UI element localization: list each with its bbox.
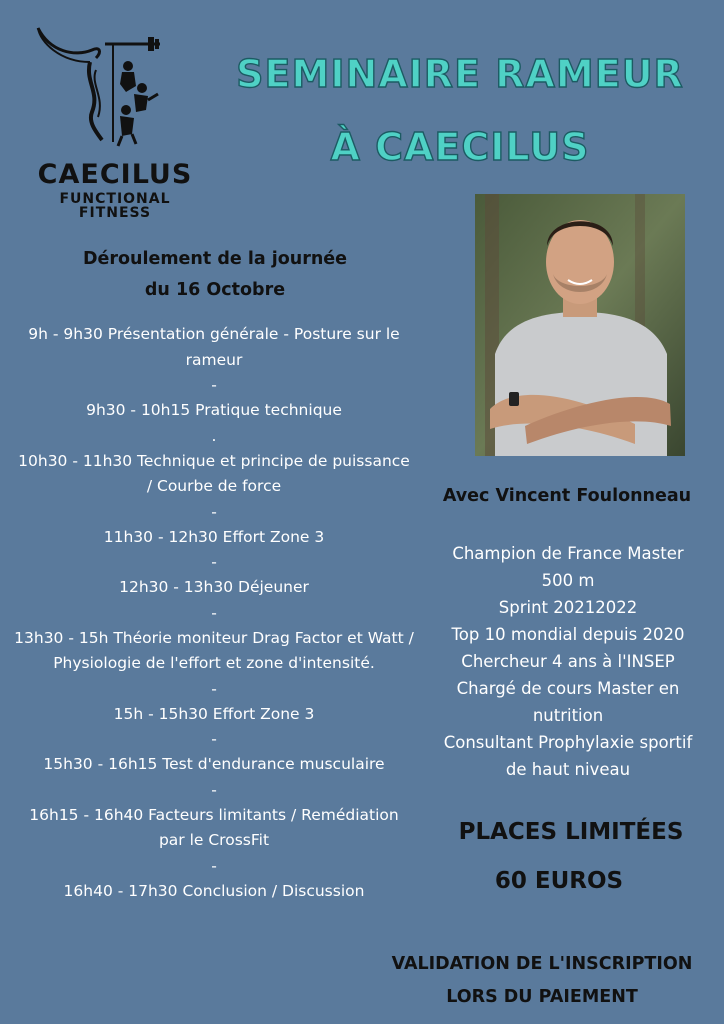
bio-line: Consultant Prophylaxie sportif bbox=[443, 733, 693, 752]
coach-photo bbox=[475, 194, 685, 456]
bio-line: Chercheur 4 ans à l'INSEP bbox=[461, 652, 675, 671]
logo-subtitle-2: FITNESS bbox=[78, 205, 152, 221]
schedule-separator: - bbox=[211, 376, 217, 394]
bio-line: 500 m bbox=[541, 571, 595, 590]
places-limited: PLACES LIMITÉES bbox=[458, 819, 684, 845]
bio-line: Champion de France Master bbox=[452, 544, 684, 563]
schedule-item: 15h30 - 16h15 Test d'endurance musculaire bbox=[43, 755, 385, 773]
schedule-item: 9h30 - 10h15 Pratique technique bbox=[86, 401, 342, 419]
schedule-item: 12h30 - 13h30 Déjeuner bbox=[119, 578, 309, 596]
validation-line-2: LORS DU PAIEMENT bbox=[446, 987, 638, 1007]
schedule-separator: - bbox=[211, 679, 217, 698]
schedule-separator: - bbox=[211, 553, 217, 571]
bio-line: Chargé de cours Master en bbox=[456, 679, 680, 698]
validation-line-1: VALIDATION DE L'INSCRIPTION bbox=[391, 954, 693, 974]
caecilus-logo bbox=[30, 22, 200, 222]
logo-subtitle-1: FUNCTIONAL bbox=[59, 191, 171, 207]
schedule-separator: - bbox=[211, 780, 217, 799]
schedule-separator: - bbox=[211, 856, 217, 875]
schedule-heading-line-2: du 16 Octobre bbox=[144, 280, 286, 300]
schedule-list bbox=[14, 322, 414, 904]
schedule-separator: - bbox=[211, 502, 217, 521]
bio-line: Sprint 20212022 bbox=[498, 598, 638, 617]
schedule-item: 16h15 - 16h40 Facteurs limitants / Remédiation par le CrossFit bbox=[29, 805, 399, 849]
coach-name: Avec Vincent Foulonneau bbox=[442, 486, 692, 506]
bio-line: Top 10 mondial depuis 2020 bbox=[451, 625, 685, 644]
schedule-item: 15h - 15h30 Effort Zone 3 bbox=[113, 704, 315, 723]
bio-line: de haut niveau bbox=[505, 760, 631, 779]
schedule-separator: - bbox=[211, 730, 217, 748]
schedule-item: 9h - 9h30 Présentation générale - Posture sur le rameur bbox=[28, 325, 400, 369]
schedule-separator: - bbox=[211, 603, 217, 622]
price: 60 EUROS bbox=[494, 868, 624, 894]
schedule-heading-line-1: Déroulement de la journée bbox=[82, 249, 348, 269]
coach-bio bbox=[410, 540, 724, 783]
logo-title: CAECILUS bbox=[37, 159, 193, 190]
schedule-item: 10h30 - 11h30 Technique et principe de puissance / Courbe de force bbox=[18, 451, 410, 495]
schedule-item: 16h40 - 17h30 Conclusion / Discussion bbox=[63, 881, 365, 900]
page-title-line-1: SEMINAIRE RAMEUR bbox=[236, 52, 684, 96]
page-title-line-2: À CAECILUS bbox=[330, 125, 590, 169]
schedule-separator: . bbox=[211, 426, 217, 445]
logo-emblem-icon bbox=[30, 22, 200, 162]
bio-line: nutrition bbox=[532, 706, 604, 725]
schedule-item: 13h30 - 15h Théorie moniteur Drag Factor et Watt / Physiologie de l'effort et zone d'intensité. bbox=[14, 628, 414, 672]
schedule-item: 11h30 - 12h30 Effort Zone 3 bbox=[103, 527, 325, 546]
